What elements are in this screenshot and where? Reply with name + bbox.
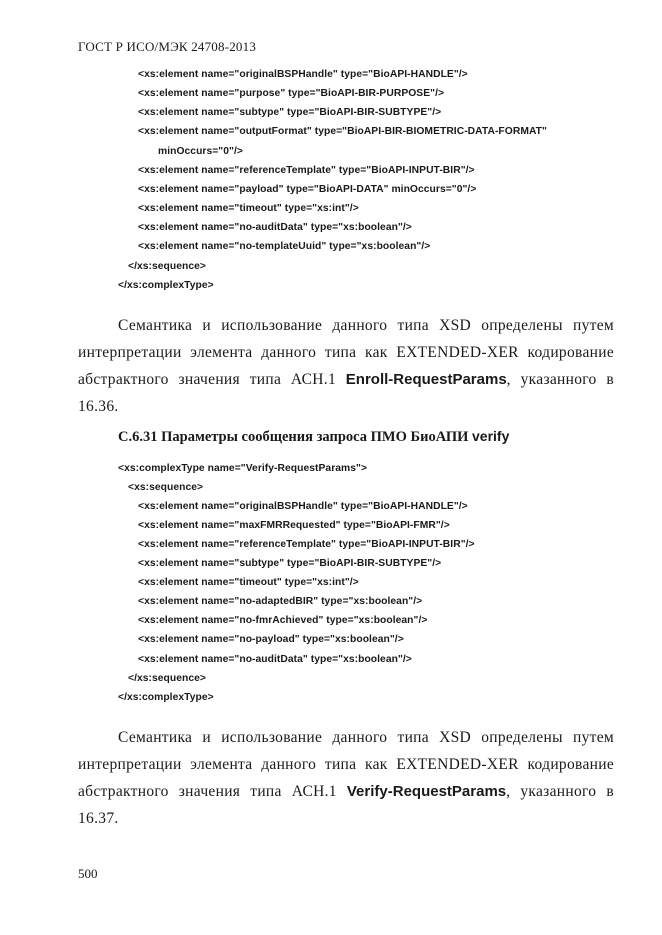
code-line: minOccurs="0"/> bbox=[158, 146, 243, 157]
code-line: <xs:element name="payload" type="BioAPI-DATA" minOccurs="0"/> bbox=[138, 184, 477, 195]
code-line: <xs:element name="timeout" type="xs:int"/> bbox=[138, 577, 359, 588]
code-line: <xs:element name="originalBSPHandle" type="BioAPI-HANDLE"/> bbox=[138, 501, 468, 512]
page-number: 500 bbox=[78, 866, 98, 881]
section-heading bbox=[118, 428, 509, 446]
body-paragraph bbox=[78, 312, 614, 420]
type-name: Verify-RequestParams bbox=[346, 783, 507, 800]
code-line: <xs:element name="no-templateUuid" type="xs:boolean"/> bbox=[138, 241, 431, 252]
code-line: </xs:sequence> bbox=[128, 261, 206, 272]
code-line: </xs:complexType> bbox=[118, 280, 214, 291]
code-line: <xs:element name="timeout" type="xs:int"/> bbox=[138, 203, 359, 214]
section-title: С.6.31 Параметры сообщения запроса ПМО БиоАПИ bbox=[118, 429, 469, 445]
code-line: </xs:complexType> bbox=[118, 692, 214, 703]
code-line: </xs:sequence> bbox=[128, 673, 206, 684]
paragraph-text: , указанного в 16.36. bbox=[78, 371, 614, 415]
code-line: <xs:element name="outputFormat" type="BioAPI-BIR-BIOMETRIC-DATA-FORMAT" bbox=[138, 126, 547, 137]
code-line: <xs:element name="maxFMRRequested" type="BioAPI-FMR"/> bbox=[138, 520, 450, 531]
body-paragraph bbox=[78, 724, 614, 832]
type-name: Enroll-RequestParams bbox=[345, 371, 507, 388]
code-line: <xs:element name="no-auditData" type="xs:boolean"/> bbox=[138, 654, 412, 665]
paragraph-text: Семантика и использование данного типа XSD определены путем интерпретации элемента данного типа как EXTENDED-XER кодирование абстрактного значения типа АСН.1 bbox=[78, 729, 614, 800]
code-line: <xs:element name="purpose" type="BioAPI-BIR-PURPOSE"/> bbox=[138, 88, 445, 99]
code-line: <xs:element name="no-adaptedBIR" type="xs:boolean"/> bbox=[138, 596, 423, 607]
code-line: <xs:element name="referenceTemplate" type="BioAPI-INPUT-BIR"/> bbox=[138, 539, 475, 550]
code-line: <xs:element name="no-payload" type="xs:boolean"/> bbox=[138, 634, 404, 645]
section-term: verify bbox=[472, 428, 510, 444]
code-line: <xs:sequence> bbox=[128, 482, 204, 493]
page-header: ГОСТ Р ИСО/МЭК 24708-2013 bbox=[78, 39, 257, 54]
code-line: <xs:element name="originalBSPHandle" type="BioAPI-HANDLE"/> bbox=[138, 69, 468, 80]
paragraph-text: , указанного в 16.37. bbox=[78, 783, 614, 827]
code-line: <xs:element name="subtype" type="BioAPI-BIR-SUBTYPE"/> bbox=[138, 107, 442, 118]
code-line: <xs:element name="no-auditData" type="xs:boolean"/> bbox=[138, 222, 412, 233]
code-line: <xs:complexType name="Verify-RequestParams"> bbox=[118, 463, 368, 474]
code-line: <xs:element name="subtype" type="BioAPI-BIR-SUBTYPE"/> bbox=[138, 558, 442, 569]
code-line: <xs:element name="referenceTemplate" type="BioAPI-INPUT-BIR"/> bbox=[138, 165, 475, 176]
paragraph-text: Семантика и использование данного типа XSD определены путем интерпретации элемента данного типа как EXTENDED-XER кодирование абстрактного значения типа АСН.1 bbox=[78, 317, 614, 388]
code-line: <xs:element name="no-fmrAchieved" type="xs:boolean"/> bbox=[138, 615, 428, 626]
